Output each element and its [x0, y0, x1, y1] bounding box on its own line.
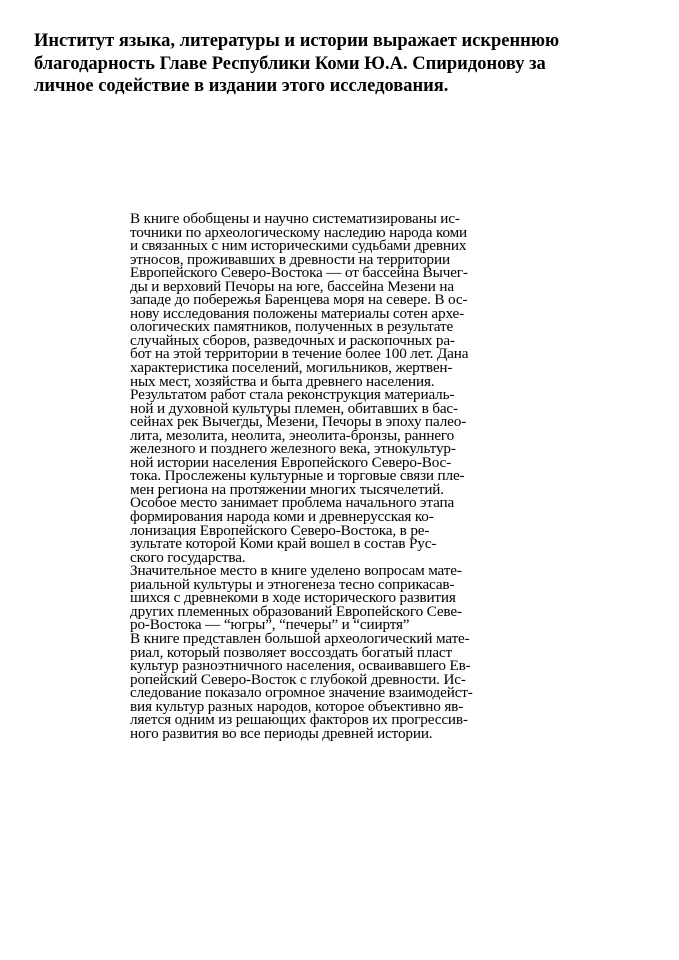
- acknowledgement-line: Институт языка, литературы и истории выражает искреннюю: [34, 31, 560, 51]
- abstract-line: ляется одним из решающих факторов их прогрессив-: [130, 711, 468, 729]
- acknowledgement-line: личное содействие в издании этого исследования.: [34, 76, 449, 96]
- abstract-line: зультате которой Коми край вошел в состав Рус-: [130, 535, 437, 553]
- abstract-line: точники по археологическому наследию народа коми: [130, 223, 468, 241]
- abstract-line: ной истории населения Европейского Северо-Вос-: [130, 453, 452, 471]
- acknowledgement-paragraph: [34, 30, 654, 98]
- abstract-line: следование показало огромное значение взаимодейст-: [130, 684, 473, 702]
- abstract-line: нову исследования положены материалы сотен архе-: [130, 304, 465, 322]
- abstract-line: тока. Прослежены культурные и торговые связи пле-: [130, 467, 465, 485]
- book-abstract: [130, 212, 548, 740]
- abstract-line: вия культур разных народов, которое объективно яв-: [130, 697, 464, 715]
- abstract-line: Результатом работ стала реконструкция материаль-: [130, 386, 455, 404]
- abstract-line: бот на этой территории в течение более 100 лет. Дана: [130, 345, 469, 363]
- abstract-line: лита, мезолита, неолита, энеолита-бронзы, раннего: [130, 426, 455, 444]
- acknowledgement-line: благодарность Главе Республики Коми Ю.А. Спиридонову за: [34, 53, 546, 74]
- abstract-line: шихся с древнекоми в ходе исторического развития: [130, 589, 456, 607]
- abstract-line: формирования народа коми и древнерусская ко-: [130, 508, 434, 526]
- abstract-line: и связанных с ним историческими судьбами древних: [130, 237, 467, 255]
- abstract-line: ных мест, хозяйства и быта древнего населения.: [130, 372, 435, 390]
- abstract-line: культур разноэтничного населения, осваивавшего Ев-: [130, 657, 471, 675]
- abstract-line: риальной культуры и этногенеза тесно соприкасав-: [130, 575, 455, 593]
- abstract-line: сейнах рек Вычегды, Мезени, Печоры в эпоху палео-: [130, 413, 467, 431]
- abstract-line: ропейский Северо-Восток с глубокой древности. Ис-: [130, 670, 466, 688]
- abstract-line: Значительное место в книге уделено вопросам мате-: [130, 562, 462, 580]
- abstract-line: риал, который позволяет воссоздать богатый пласт: [130, 643, 453, 661]
- abstract-line: мен региона на протяжении многих тысячелетий.: [130, 480, 444, 498]
- abstract-line: ды и верховий Печоры на юге, бассейна Мезени на: [130, 277, 454, 295]
- abstract-line: Европейского Северо-Востока — от бассейна Вычег-: [130, 264, 468, 282]
- abstract-line: других племенных образований Европейского Севе-: [130, 602, 462, 620]
- abstract-line: Особое место занимает проблема начального этапа: [130, 494, 455, 512]
- abstract-line: этносов, проживавших в древности на территории: [130, 250, 450, 268]
- abstract-line: ского государства.: [130, 548, 246, 566]
- abstract-line: характеристика поселений, могильников, жертвен-: [130, 359, 453, 377]
- abstract-line: западе до побережья Баренцева моря на севере. В ос-: [130, 291, 468, 309]
- abstract-line: ной и духовной культуры племен, обитавших в бас-: [130, 399, 458, 417]
- abstract-line: железного и позднего железного века, этнокультур-: [130, 440, 456, 458]
- abstract-line: лонизация Европейского Северо-Востока, в ре-: [130, 521, 430, 539]
- abstract-line: случайных сборов, разведочных и раскопочных ра-: [130, 331, 455, 349]
- abstract-line: В книге обобщены и научно систематизированы ис-: [130, 210, 460, 227]
- abstract-line: ро-Востока — “югры”, “печеры” и “сииртя”: [130, 616, 410, 634]
- abstract-line: В книге представлен большой археологический мате-: [130, 629, 470, 647]
- abstract-line: ного развития во все периоды древней истории.: [130, 724, 433, 742]
- abstract-line: ологических памятников, полученных в результате: [130, 318, 454, 336]
